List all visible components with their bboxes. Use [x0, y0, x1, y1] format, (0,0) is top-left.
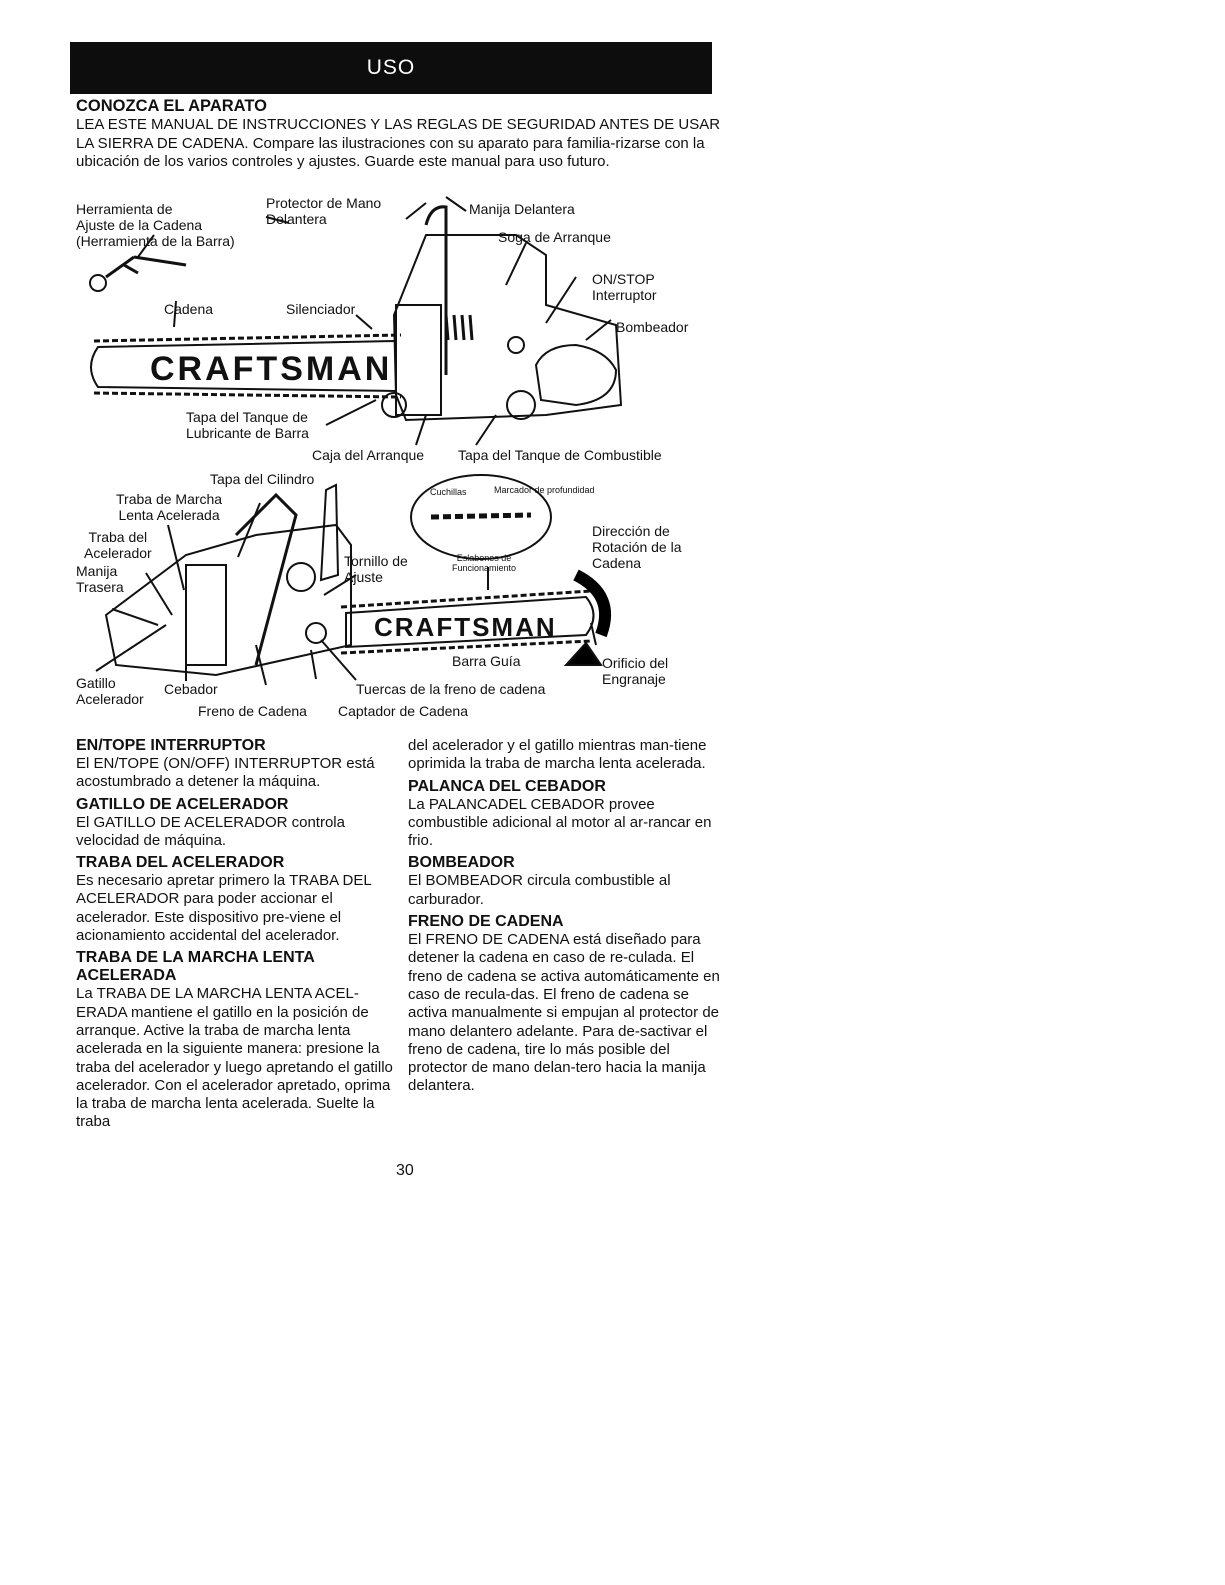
label-bombeador: Bombeador	[616, 319, 689, 335]
label-caja-arranque: Caja del Arranque	[312, 447, 425, 463]
label-marcador-profundidad: Marcador de profundidad	[494, 485, 595, 495]
text-interruptor: El EN/TOPE (ON/OFF) INTERRUPTOR está acostumbrado a detener la máquina.	[76, 755, 375, 791]
label-tapa-lubricante: Tapa del Tanque de Lubricante de Barra	[186, 409, 309, 441]
chainsaw-diagram	[76, 195, 726, 725]
text-palanca-cebador: La PALANCADEL CEBADOR provee combustible adicional al motor al ar-rancar en frio.	[408, 795, 712, 850]
text-traba-acelerador: Es necesario apretar primero la TRABA DEL ACELERADOR para poder accionar el acelerador. Este dispositivo pre-viene el acionamiento accidental del acelerador.	[76, 872, 372, 945]
label-freno-cadena: Freno de Cadena	[198, 703, 307, 719]
label-traba-marcha: Traba de Marcha Lenta Acelerada	[116, 491, 223, 523]
label-eslabones: Eslabones de Funcionamiento	[452, 553, 517, 573]
rear-handle-top	[536, 345, 616, 405]
text-gatillo: El GATILLO DE ACELERADOR controla velocidad de máquina.	[76, 813, 345, 849]
cylinder-cover-bottom	[287, 563, 315, 591]
label-manija-delantera: Manija Delantera	[469, 201, 575, 217]
section-banner: USO	[70, 42, 712, 94]
label-tornillo-ajuste: Tornillo de Ajuste	[344, 553, 408, 585]
label-direccion-rotacion: Dirección de Rotación de la Cadena	[592, 523, 682, 571]
fuel-cap-top	[507, 391, 535, 419]
label-tapa-combustible: Tapa del Tanque de Combustible	[458, 447, 662, 463]
label-silenciador: Silenciador	[286, 301, 356, 317]
label-tapa-cilindro: Tapa del Cilindro	[210, 471, 315, 487]
brand-logo-top: CRAFTSMAN	[150, 350, 393, 388]
label-cuchillas: Cuchillas	[430, 487, 467, 497]
label-soga-arranque: Soga de Arranque	[498, 229, 611, 245]
label-onstop: ON/STOP Interruptor	[592, 271, 657, 303]
left-column	[76, 737, 406, 1132]
chain-detail-links	[431, 515, 531, 517]
heading-traba-acelerador: TRABA DEL ACELERADOR	[76, 854, 285, 872]
right-column	[408, 737, 730, 1096]
label-orificio-engranaje: Orificio del Engranaje	[602, 655, 669, 687]
label-barra-guia: Barra Guía	[452, 653, 521, 669]
bar-wrench	[106, 257, 186, 277]
rotation-arrow-head	[566, 643, 601, 665]
hand-guard-bottom	[321, 485, 338, 580]
brand-logo-bottom: CRAFTSMAN	[374, 612, 557, 642]
page-number: 30	[396, 1162, 414, 1179]
text-bombeador: El BOMBEADOR circula combustible al carburador.	[408, 872, 671, 908]
heading-gatillo: GATILLO DE ACELERADOR	[76, 795, 289, 813]
label-herramienta: Herramienta de Ajuste de la Cadena (Herramienta de la Barra)	[76, 201, 235, 249]
label-gatillo-acelerador: Gatillo Acelerador	[76, 675, 144, 707]
intro-section	[76, 97, 726, 172]
text-continued: del acelerador y el gatillo mientras man-tiene oprimida la traba de marcha lenta acelerada.	[408, 737, 707, 773]
heading-palanca-cebador: PALANCA DEL CEBADOR	[408, 777, 606, 795]
label-tuercas-freno: Tuercas de la freno de cadena	[356, 681, 546, 697]
heading-interruptor: EN/TOPE INTERRUPTOR	[76, 737, 266, 754]
label-protector-mano: Protector de Mano Delantera	[266, 195, 382, 227]
intro-heading: CONOZCA EL APARATO	[76, 97, 267, 115]
text-traba-marcha: La TRABA DE LA MARCHA LENTA ACEL-ERADA mantiene el gatillo en la posición de arranque. Active la traba de marcha lenta acelerada en la siguiente manera: presione la traba del acelerador y luego apretando el gatillo acelerador. Con el acelerador apretado, oprima la traba de marcha lenta acelerada. Suelte la traba	[76, 985, 393, 1131]
heading-bombeador: BOMBEADOR	[408, 854, 515, 872]
heading-traba-marcha: TRABA DE LA MARCHA LENTA ACELERADA	[76, 949, 315, 985]
engine-body-top	[394, 235, 621, 420]
intro-text: LEA ESTE MANUAL DE INSTRUCCIONES Y LAS REGLAS DE SEGURIDAD ANTES DE USAR LA SIERRA DE CADENA. Compare las ilustraciones con su aparato para familia-rizarse con la ubicación de los varios controles y ajustes. Guarde este manual para uso futuro.	[76, 116, 721, 170]
primer-top	[508, 337, 524, 353]
rear-handle-bottom	[186, 565, 226, 665]
label-cadena: Cadena	[164, 301, 214, 317]
front-handle-top	[426, 207, 446, 375]
label-manija-trasera: Manija Trasera	[76, 563, 124, 595]
text-freno-cadena: El FRENO DE CADENA está diseñado para detener la cadena en caso de re-culada. El freno de cadena se activa automáticamente en caso de recula-das. El freno de cadena se activa manualmente si empujan al protector de mano delantero adelante. Para de-sactivar el freno de cadena, tire lo más posible del protector de mano delan-tero hacia la manija delantera.	[408, 931, 720, 1095]
label-captador-cadena: Captador de Cadena	[338, 703, 468, 719]
brake-nut-bottom	[306, 623, 326, 643]
label-traba-acelerador: Traba del Acelerador	[84, 529, 152, 561]
muffler-top	[396, 305, 441, 415]
label-cebador: Cebador	[164, 681, 218, 697]
heading-freno-cadena: FRENO DE CADENA	[408, 913, 564, 931]
bar-wrench-end	[90, 275, 106, 291]
